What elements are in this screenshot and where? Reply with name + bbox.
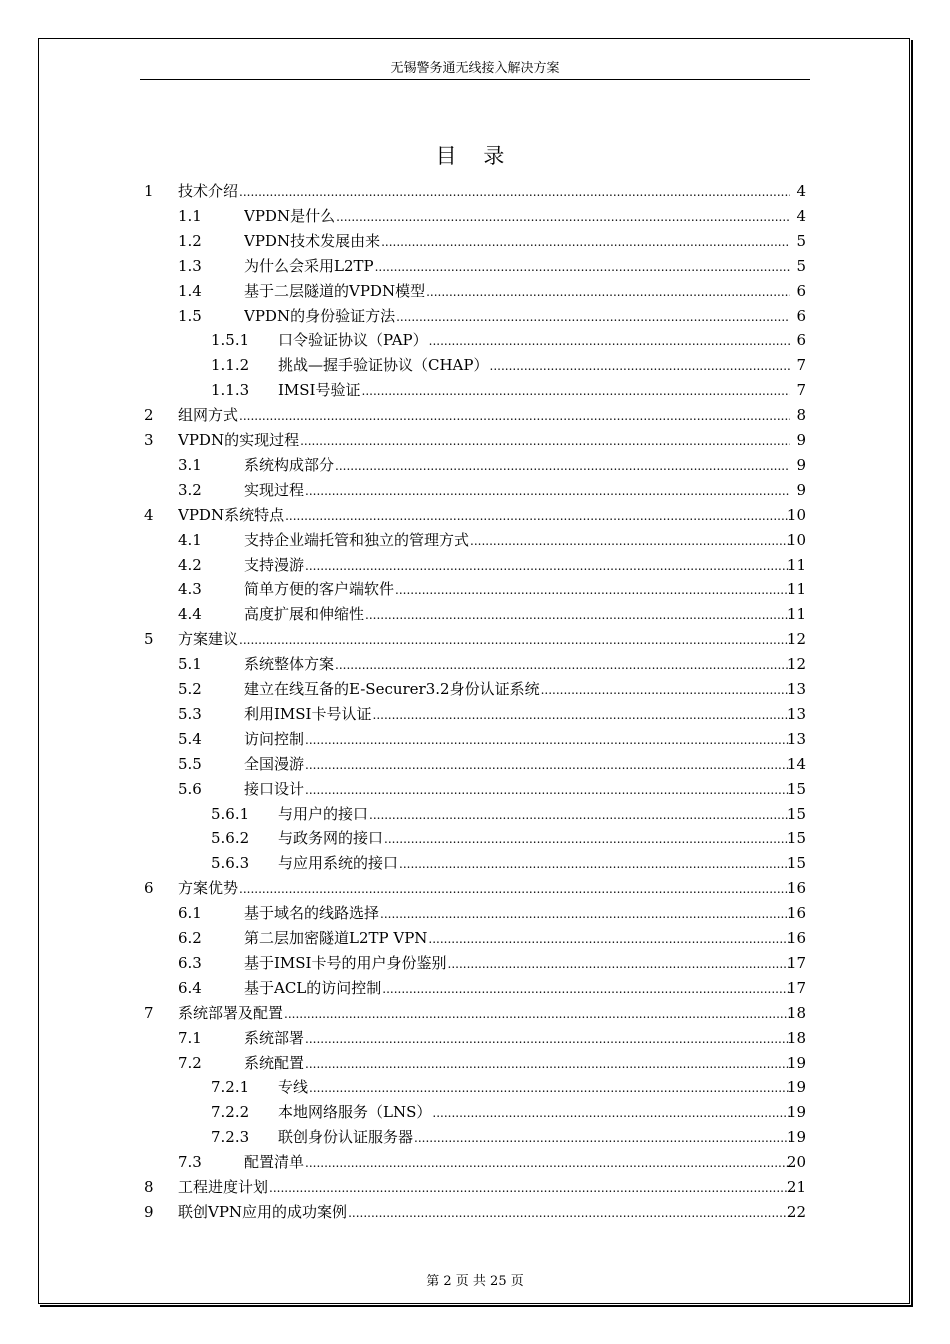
toc-entry-page: 8 [796,406,806,425]
toc-entry[interactable] [0,1051,950,1076]
toc-entry-title: 简单方便的客户端软件 [244,580,395,599]
toc-entry[interactable] [0,677,950,702]
toc-entry-number: 6.4 [178,978,202,997]
toc-dot-leader [239,877,790,902]
toc-dot-leader [448,952,791,977]
toc-entry[interactable] [0,702,950,727]
toc-entry-title: 与政务网的接口 [278,829,384,848]
toc-entry-title: 第二层加密隧道L2TP VPN [244,929,428,947]
toc-dot-leader [305,728,790,753]
toc-dot-leader [269,1176,790,1201]
toc-entry-number: 6 [144,879,154,898]
toc-dot-leader [335,653,790,678]
toc-entry-number: 3 [144,431,154,449]
toc-entry[interactable] [0,876,950,901]
toc-entry[interactable] [0,826,950,851]
toc-entry[interactable] [0,951,950,976]
toc-entry-page: 19 [786,1103,806,1122]
toc-entry[interactable] [0,1150,950,1175]
toc-entry-title: 利用IMSI卡号认证 [244,704,372,723]
toc-entry-number: 6.2 [178,929,202,947]
toc-entry-page: 13 [786,680,806,698]
toc-entry-number: 3.1 [178,455,202,474]
toc-entry[interactable] [0,1200,950,1225]
toc-dot-leader [432,1101,790,1126]
toc-entry-page: 16 [786,904,806,923]
toc-entry-number: 1.3 [178,256,202,275]
toc-entry-page: 12 [786,655,806,674]
toc-entry-page: 17 [786,953,806,972]
toc-entry-page: 13 [786,729,806,748]
toc-entry-title: 口令验证协议（PAP） [278,331,428,350]
toc-entry-number: 7.2 [178,1053,202,1072]
toc-dot-leader [375,255,790,280]
toc-entry-number: 4.4 [178,605,202,624]
toc-entry-number: 1.2 [178,231,202,250]
toc-entry-number: 5.5 [178,754,202,773]
toc-entry-page: 18 [786,1003,806,1022]
toc-entry[interactable] [0,304,950,329]
toc-entry-title: 系统整体方案 [244,655,335,674]
toc-entry-page: 9 [796,480,806,499]
toc-entry-number: 8 [144,1178,154,1196]
toc-entry[interactable] [0,851,950,876]
toc-entry-number: 1.1.2 [211,356,250,375]
toc-dot-leader [382,977,790,1002]
toc-entry-title: 为什么会采用L2TP [244,256,374,275]
toc-entry[interactable] [0,204,950,229]
toc-dot-leader [284,1002,790,1027]
toc-entry-page: 15 [786,779,806,798]
toc-entry-title: VPDN的实现过程 [178,431,300,449]
toc-dot-leader [305,554,790,579]
toc-entry-page: 9 [796,431,806,449]
toc-entry-number: 6.3 [178,953,202,972]
toc-entry-page: 4 [796,206,806,225]
toc-entry-page: 13 [786,704,806,723]
toc-entry[interactable] [0,1175,950,1200]
toc-dot-leader [305,1027,790,1052]
toc-entry-title: VPDN系统特点 [178,505,285,524]
toc-entry[interactable] [0,254,950,279]
toc-entry[interactable] [0,528,950,553]
page-footer: 第 2 页 共 25 页 [426,1274,524,1289]
toc-entry-title: VPDN是什么 [244,206,336,225]
toc-dot-leader [239,180,790,205]
toc-entry-page: 15 [786,854,806,873]
toc-entry-number: 4.1 [178,530,202,549]
toc-entry-page: 19 [786,1128,806,1147]
toc-entry-page: 7 [796,381,806,400]
toc-entry-title: 系统构成部分 [244,455,335,474]
toc-entry-page: 11 [786,605,806,624]
toc-dot-leader [300,429,790,454]
toc-dot-leader [426,280,790,305]
toc-entry-page: 9 [796,455,806,474]
toc-entry-page: 5 [796,256,806,275]
toc-entry-title: IMSI号验证 [278,381,361,400]
toc-entry[interactable] [0,453,950,478]
toc-entry-number: 5.6 [178,779,202,798]
toc-entry-page: 14 [786,754,806,773]
toc-entry[interactable] [0,752,950,777]
toc-entry-number: 1.1 [178,206,202,225]
toc-entry-title: 基于域名的线路选择 [244,904,380,923]
toc-dot-leader [396,305,790,330]
toc-entry[interactable] [0,1100,950,1125]
toc-entry-page: 11 [786,580,806,599]
toc-dot-leader [541,678,790,703]
toc-entry-page: 16 [786,929,806,947]
toc-entry[interactable] [0,1001,950,1026]
toc-entry-page: 10 [786,505,806,524]
toc-dot-leader [305,753,790,778]
toc-entry-title: 工程进度计划 [178,1178,269,1196]
toc-dot-leader [399,852,790,877]
toc-entry[interactable] [0,777,950,802]
toc-dot-leader [490,354,791,379]
toc-entry-number: 7.2.1 [211,1078,250,1097]
toc-entry-number: 4.3 [178,580,202,599]
toc-entry-number: 1.1.3 [211,381,250,400]
toc-dot-leader [239,404,790,429]
toc-entry[interactable] [0,553,950,578]
toc-entry-page: 6 [796,331,806,350]
toc-entry-number: 4 [144,505,154,524]
toc-entry-number: 9 [144,1202,154,1221]
toc-entry-page: 6 [796,281,806,300]
toc-entry[interactable] [0,428,950,453]
toc-entry-number: 5.2 [178,680,202,698]
toc-entry-number: 1 [144,182,154,200]
toc-entry-number: 2 [144,406,154,425]
toc-entry-number: 3.2 [178,480,202,499]
toc-entry-page: 4 [796,182,806,200]
toc-dot-leader [395,578,790,603]
toc-entry[interactable] [0,353,950,378]
toc-entry-title: 技术介绍 [178,182,239,200]
toc-entry-page: 16 [786,879,806,898]
toc-entry-page: 20 [786,1153,806,1172]
toc-entry[interactable] [0,478,950,503]
toc-entry[interactable] [0,652,950,677]
toc-entry-title: 系统配置 [244,1053,305,1072]
toc-entry-number: 5.6.2 [211,829,250,848]
toc-entry-title: VPDN的身份验证方法 [244,306,396,325]
toc-dot-leader [373,703,791,728]
toc-entry-title: 与应用系统的接口 [278,854,399,873]
toc-dot-leader [305,1151,790,1176]
toc-entry[interactable] [0,328,950,353]
toc-entry-title: 方案优势 [178,879,239,898]
toc-dot-leader [429,329,790,354]
toc-entry-title: 访问控制 [244,729,305,748]
toc-entry-number: 7.2.2 [211,1103,250,1122]
toc-entry[interactable] [0,602,950,627]
toc-entry[interactable] [0,503,950,528]
toc-entry[interactable] [0,727,950,752]
toc-entry-page: 18 [786,1028,806,1047]
toc-dot-leader [428,927,790,952]
toc-entry-title: 本地网络服务（LNS） [278,1103,432,1122]
toc-entry-title: 配置清单 [244,1153,305,1172]
toc-dot-leader [305,1052,790,1077]
toc-entry-number: 7.2.3 [211,1128,250,1147]
toc-dot-leader [239,628,790,653]
toc-entry-number: 1.4 [178,281,202,300]
toc-entry-page: 12 [786,630,806,649]
toc-entry-title: 专线 [278,1078,309,1097]
toc-entry[interactable] [0,627,950,652]
toc-dot-leader [362,379,791,404]
toc-entry[interactable] [0,403,950,428]
toc-entry-title: 组网方式 [178,406,239,425]
toc-entry[interactable] [0,577,950,602]
toc-entry-title: 支持企业端托管和独立的管理方式 [244,530,470,549]
toc-entry-title: VPDN技术发展由来 [244,231,381,250]
toc-entry[interactable] [0,229,950,254]
toc-entry-title: 联创VPN应用的成功案例 [178,1202,348,1221]
toc-entry-title: 联创身份认证服务器 [278,1128,414,1147]
toc-entry-title: 基于ACL的访问控制 [244,978,382,997]
toc-entry[interactable] [0,179,950,204]
toc-entry-page: 22 [786,1202,806,1221]
toc-dot-leader [336,205,790,230]
toc-dot-leader [348,1201,790,1226]
toc-entry-page: 5 [796,231,806,250]
toc-entry-page: 17 [786,978,806,997]
toc-dot-leader [335,454,790,479]
toc-entry-number: 7.3 [178,1153,202,1172]
toc-entry-title: 接口设计 [244,779,305,798]
toc-entry[interactable] [0,926,950,951]
running-header: 无锡警务通无线接入解决方案 [140,60,810,80]
toc-entry-title: 基于IMSI卡号的用户身份鉴别 [244,953,447,972]
toc-entry-page: 19 [786,1053,806,1072]
toc-entry-title: 建立在线互备的E-Securer3.2身份认证系统 [244,680,540,698]
toc-entry-page: 21 [786,1178,806,1196]
toc-entry-title: 基于二层隧道的VPDN模型 [244,281,426,300]
toc-dot-leader [305,479,790,504]
toc-entry[interactable] [0,976,950,1001]
toc-dot-leader [381,230,790,255]
toc-entry[interactable] [0,1125,950,1150]
toc-dot-leader [305,778,790,803]
toc-entry-number: 6.1 [178,904,202,923]
toc-entry-number: 1.5.1 [211,331,250,350]
toc-entry[interactable] [0,1075,950,1100]
toc-entry-number: 5.6.3 [211,854,250,873]
toc-entry-number: 1.5 [178,306,202,325]
toc-title: 目 录 [435,144,515,168]
toc-entry-title: 方案建议 [178,630,239,649]
toc-dot-leader [369,803,790,828]
toc-entry-page: 7 [796,356,806,375]
toc-dot-leader [309,1076,790,1101]
toc-entry-number: 5.3 [178,704,202,723]
toc-entry-page: 15 [786,829,806,848]
toc-entry[interactable] [0,1026,950,1051]
toc-entry-title: 支持漫游 [244,555,305,574]
toc-dot-leader [380,902,790,927]
toc-entry[interactable] [0,279,950,304]
toc-entry-page: 19 [786,1078,806,1097]
toc-dot-leader [285,504,790,529]
toc-dot-leader [384,827,790,852]
toc-entry-title: 高度扩展和伸缩性 [244,605,365,624]
toc-entry-page: 11 [786,555,806,574]
toc-entry-number: 5.6.1 [211,804,250,823]
toc-entry-page: 15 [786,804,806,823]
toc-entry-title: 系统部署及配置 [178,1003,284,1022]
toc-entry[interactable] [0,378,950,403]
toc-entry-page: 6 [796,306,806,325]
toc-entry-number: 4.2 [178,555,202,574]
toc-dot-leader [365,603,790,628]
toc-entry-title: 实现过程 [244,480,305,499]
toc-entry-title: 挑战—握手验证协议（CHAP） [278,356,489,375]
toc-entry-number: 7 [144,1003,154,1022]
toc-dot-leader [470,529,790,554]
page-border-shadow-bottom [40,1305,913,1307]
toc-entry-number: 5 [144,630,154,649]
toc-entry-number: 7.1 [178,1028,202,1047]
toc-entry-title: 全国漫游 [244,754,305,773]
toc-entry-number: 5.4 [178,729,202,748]
toc-entry-title: 与用户的接口 [278,804,369,823]
toc-entry[interactable] [0,901,950,926]
toc-entry-number: 5.1 [178,655,202,674]
toc-entry-page: 10 [786,530,806,549]
toc-entry-title: 系统部署 [244,1028,305,1047]
toc-entry[interactable] [0,802,950,827]
toc-dot-leader [414,1126,790,1151]
